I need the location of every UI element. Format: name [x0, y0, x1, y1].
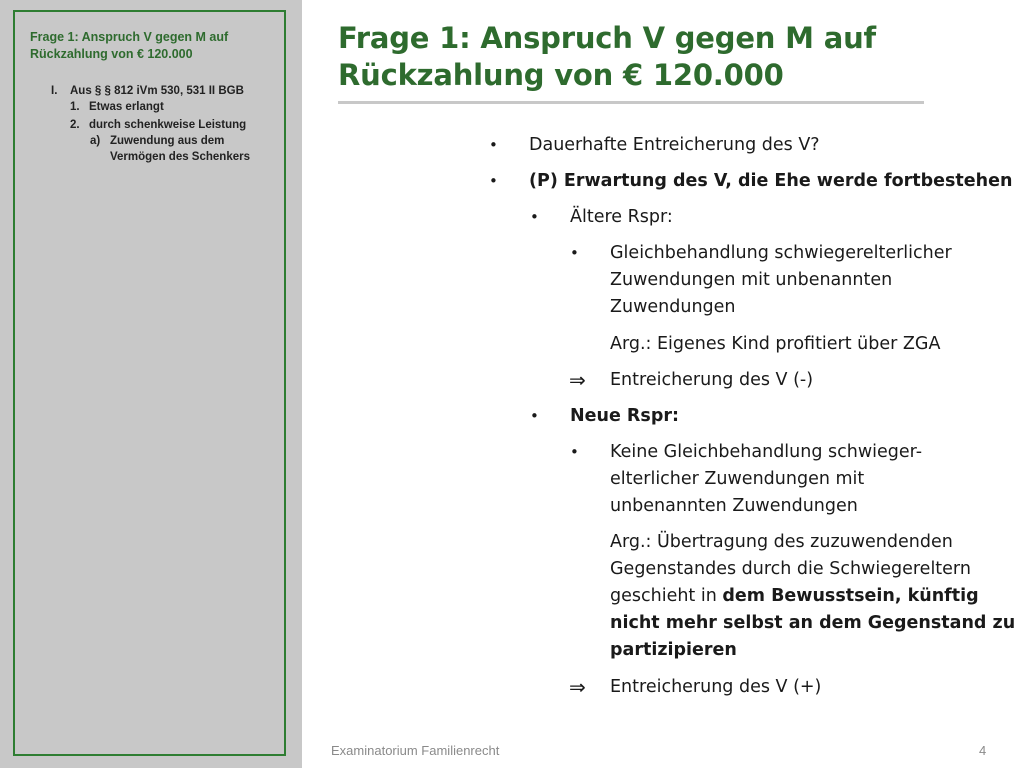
result-entreicherung-positive: Entreicherung des V (+)	[610, 677, 822, 697]
bullet-glyph: •	[530, 208, 539, 226]
outline-num: 1.	[70, 101, 80, 113]
outline-item-1	[70, 100, 164, 116]
argument-plain-text: geschieht in	[610, 586, 723, 606]
bullet-gleichbehandlung-line-2: Zuwendungen mit unbenannten	[610, 270, 893, 290]
implies-icon: ⇒	[569, 368, 586, 392]
argument-uebertragung-line-3	[610, 583, 979, 610]
sidebar-title-line-1: Frage 1: Anspruch V gegen M auf	[30, 30, 229, 44]
argument-uebertragung-line-5: partizipieren	[610, 640, 737, 660]
slide-title-line-2: Rückzahlung von € 120.000	[338, 58, 784, 92]
outline-text: Aus § § 812 iVm 530, 531 II BGB	[70, 85, 244, 97]
footer-course-name: Examinatorium Familienrecht	[331, 743, 500, 758]
bullet-problem-ehe: (P) Erwartung des V, die Ehe werde fortbestehen	[529, 171, 1013, 191]
slide-title	[338, 20, 978, 94]
outline-item-a-cont	[110, 150, 250, 166]
bullet-entreicherung-question: Dauerhafte Entreicherung des V?	[529, 135, 820, 155]
bullet-keine-gleichbehandlung-line-2: elterlicher Zuwendungen mit	[610, 469, 865, 489]
bullet-gleichbehandlung-line-3: Zuwendungen	[610, 297, 736, 317]
bullet-glyph: •	[570, 443, 579, 461]
bullet-aeltere-rspr: Ältere Rspr:	[570, 207, 673, 227]
outline-num: 2.	[70, 119, 80, 131]
argument-uebertragung-line-4: nicht mehr selbst an dem Gegenstand zu	[610, 613, 1016, 633]
outline-num: a)	[90, 135, 101, 147]
sidebar-title	[30, 29, 275, 63]
argument-bold-text: dem Bewusstsein, künftig	[722, 586, 979, 606]
bullet-glyph: •	[489, 136, 498, 154]
bullet-keine-gleichbehandlung-line-1: Keine Gleichbehandlung schwieger-	[610, 442, 923, 462]
outline-text: Vermögen des Schenkers	[110, 151, 250, 163]
result-entreicherung-negative: Entreicherung des V (-)	[610, 370, 814, 390]
bullet-gleichbehandlung-line-1: Gleichbehandlung schwiegerelterlicher	[610, 243, 952, 263]
sidebar-panel	[0, 0, 302, 768]
sidebar-title-line-2: Rückzahlung von € 120.000	[30, 47, 193, 61]
argument-uebertragung-line-1: Arg.: Übertragung des zuzuwendenden	[610, 532, 953, 552]
bullet-glyph: •	[489, 172, 498, 190]
outline-item-2	[70, 118, 247, 134]
implies-icon: ⇒	[569, 675, 586, 699]
bullet-glyph: •	[570, 244, 579, 262]
argument-kind-zga: Arg.: Eigenes Kind profitiert über ZGA	[610, 334, 941, 354]
title-divider	[338, 101, 924, 104]
outline-item-a	[90, 134, 225, 150]
slide-title-line-1: Frage 1: Anspruch V gegen M auf	[338, 21, 876, 55]
bullet-glyph: •	[530, 407, 539, 425]
outline-text: durch schenkweise Leistung	[89, 119, 247, 131]
outline-num: I.	[51, 85, 58, 97]
bullet-neue-rspr: Neue Rspr:	[570, 406, 679, 426]
bullet-keine-gleichbehandlung-line-3: unbenannten Zuwendungen	[610, 496, 858, 516]
outline-item-roman	[51, 84, 244, 100]
outline-text: Etwas erlangt	[89, 101, 164, 113]
outline-text: Zuwendung aus dem	[110, 135, 225, 147]
argument-uebertragung-line-2: Gegenstandes durch die Schwiegereltern	[610, 559, 971, 579]
page-number: 4	[979, 743, 987, 758]
